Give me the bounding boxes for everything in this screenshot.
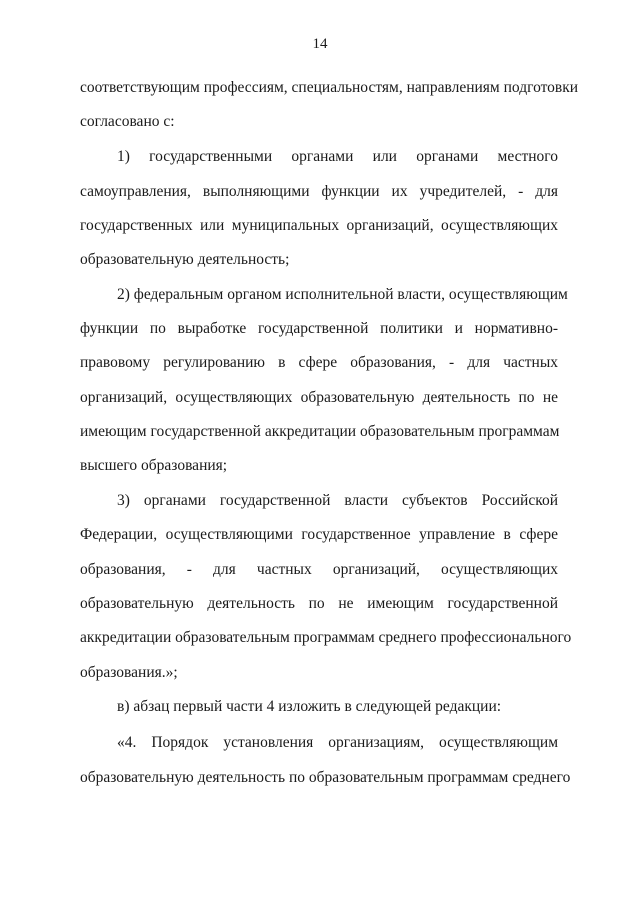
text-line: Федерации, осуществляющими государственное управление в сфере xyxy=(80,526,558,543)
text-line: образовательную деятельность по образовательным программам среднего xyxy=(80,769,571,786)
text-line: имеющим государственной аккредитации образовательным программам xyxy=(80,423,560,440)
text-line: аккредитации образовательным программам среднего профессионального xyxy=(80,629,572,646)
text-line: соответствующим профессиям, специальностям, направлениям подготовки xyxy=(80,79,579,96)
text-line: высшего образования; xyxy=(80,457,228,474)
text-line: образования.»; xyxy=(80,664,178,681)
text-line: правовому регулированию в сфере образования, - для частных xyxy=(80,354,558,371)
list-item-1-line: 1) государственными органами или органами местного xyxy=(117,148,558,165)
quoted-paragraph-line: «4. Порядок установления организациям, осуществляющим xyxy=(117,734,558,751)
text-line: образования, - для частных организаций, осуществляющих xyxy=(80,561,558,578)
text-line: согласовано с: xyxy=(80,113,175,130)
list-item-2-line: 2) федеральным органом исполнительной власти, осуществляющим xyxy=(117,286,568,303)
amendment-line: в) абзац первый части 4 изложить в следующей редакции: xyxy=(117,698,502,715)
page-number: 14 xyxy=(312,36,328,52)
text-line: образовательную деятельность по не имеющим государственной xyxy=(80,595,558,612)
text-line: образовательную деятельность; xyxy=(80,251,290,268)
text-line: функции по выработке государственной политики и нормативно- xyxy=(80,320,558,337)
text-line: государственных или муниципальных организаций, осуществляющих xyxy=(80,217,558,234)
list-item-3-line: 3) органами государственной власти субъектов Российской xyxy=(117,492,558,509)
text-line: самоуправления, выполняющими функции их учредителей, - для xyxy=(80,183,558,200)
text-line: организаций, осуществляющих образовательную деятельность по не xyxy=(80,389,558,406)
